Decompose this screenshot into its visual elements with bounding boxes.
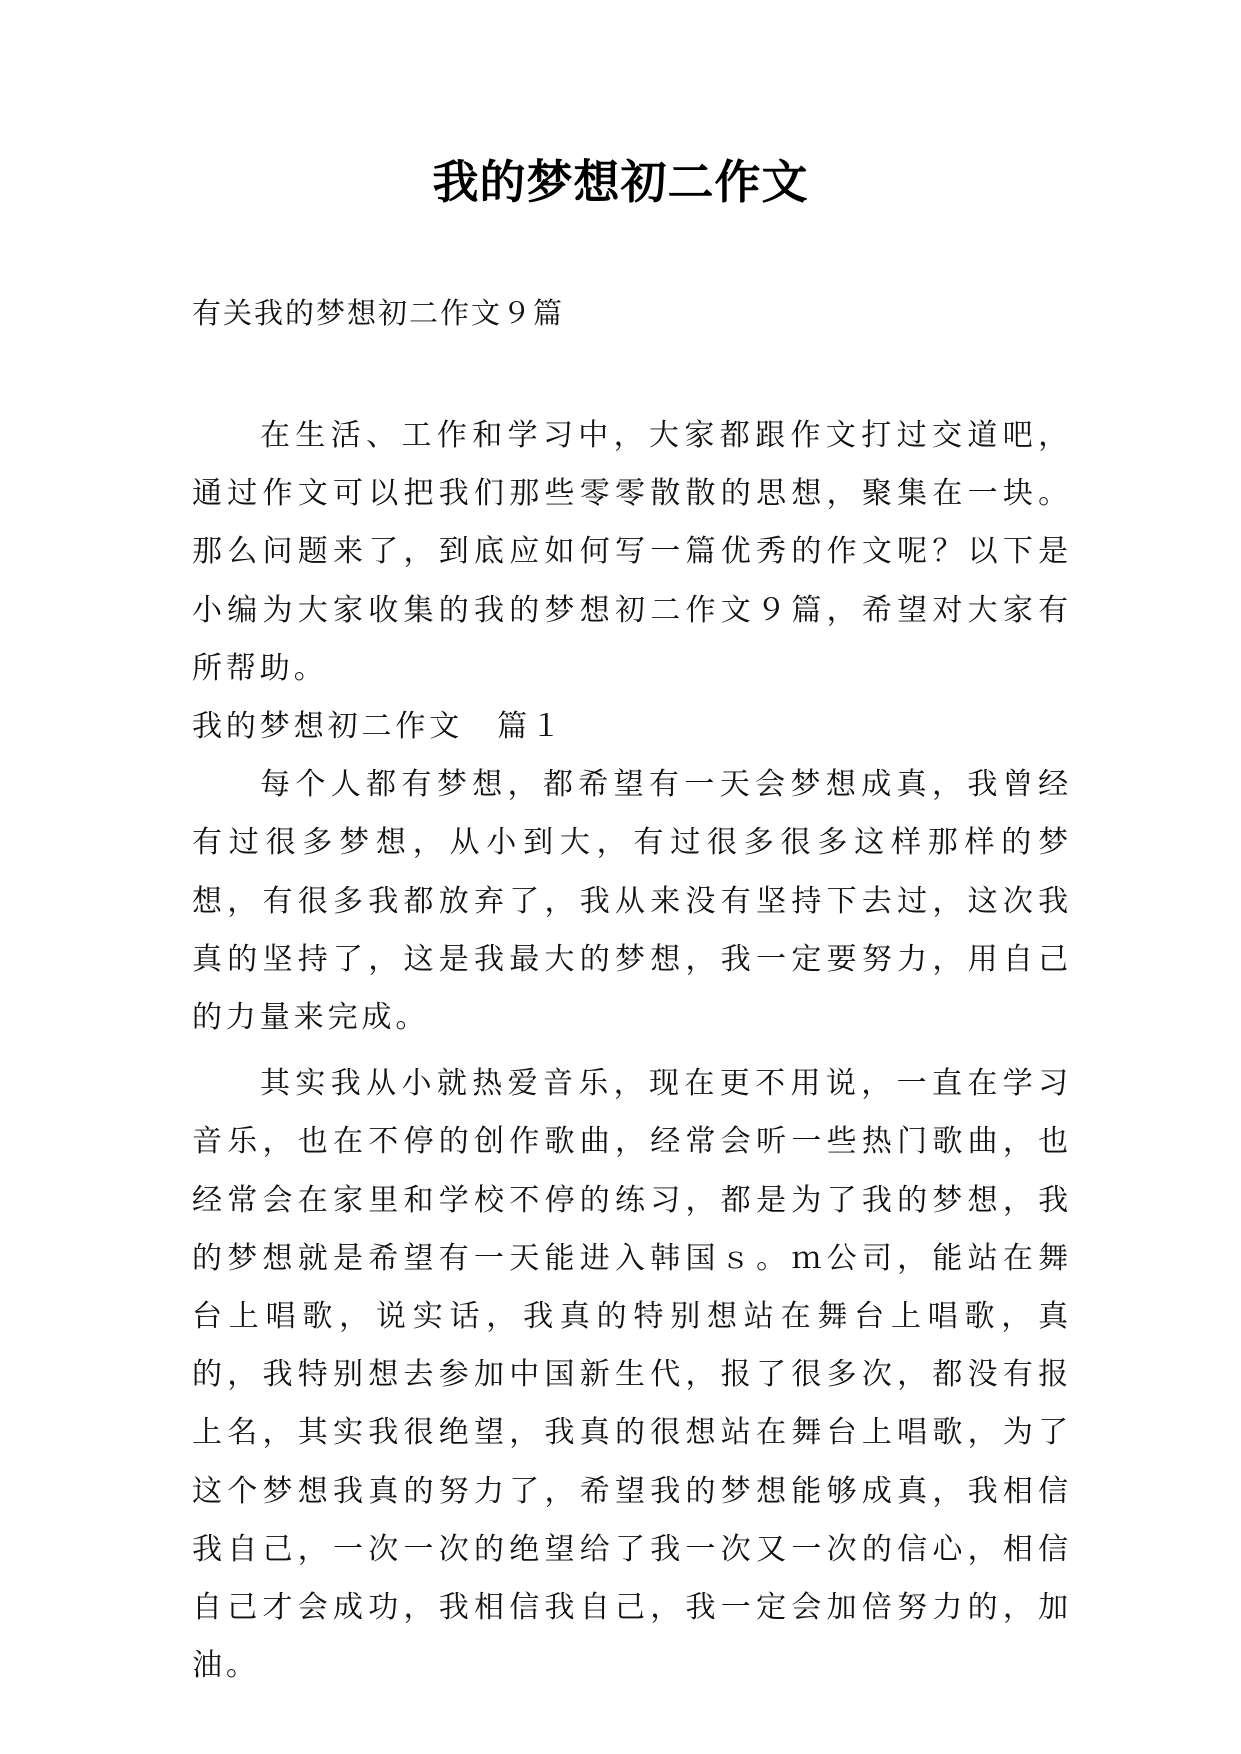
document-title: 我的梦想初二作文 [432,155,809,209]
essay-paragraph-1: 每个人都有梦想，都希望有一天会梦想成真，我曾经有过很多梦想，从小到大，有过很多很多这样那样的梦想，有很多我都放弃了，我从来没有坚持下去过，这次我真的坚持了，这是我最大的梦想，我一定要努力，用自己的力量来完成。 [192,767,1072,1036]
intro-paragraph: 在生活、工作和学习中，大家都跟作文打过交道吧，通过作文可以把我们那些零零散散的思想，聚集在一块。那么问题来了，到底应如何写一篇优秀的作文呢？以下是小编为大家收集的我的梦想初二作文９篇，希望对大家有所帮助。 [192,418,1072,686]
section-heading: 我的梦想初二作文 篇１ [192,709,565,745]
document-subtitle: 有关我的梦想初二作文９篇 [192,296,565,330]
essay-paragraph-2: 其实我从小就热爱音乐，现在更不用说，一直在学习音乐，也在不停的创作歌曲，经常会听一些热门歌曲，也经常会在家里和学校不停的练习，都是为了我的梦想，我的梦想就是希望有一天能进入韩国ｓ。ｍ公司，能站在舞台上唱歌，说实话，我真的特别想站在舞台上唱歌，真的，我特别想去参加中国新生代，报了很多次，都没有报上名，其实我很绝望，我真的很想站在舞台上唱歌，为了这个梦想我真的努力了，希望我的梦想能够成真，我相信我自己，一次一次的绝望给了我一次又一次的信心，相信自己才会成功，我相信我自己，我一定会加倍努力的，加油。 [192,1066,1072,1684]
document-body [192,407,1072,1695]
